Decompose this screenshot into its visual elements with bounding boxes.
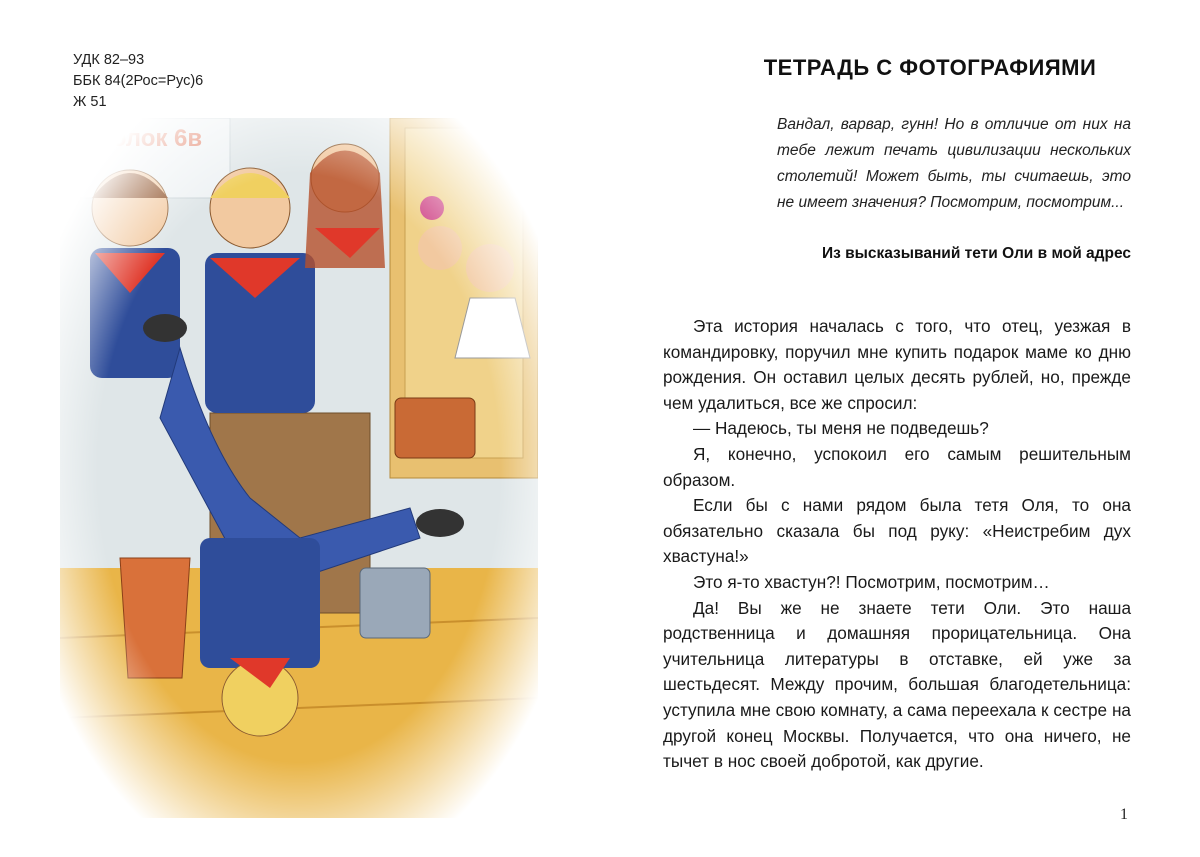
chapter-title: ТЕТРАДЬ С ФОТОГРАФИЯМИ <box>763 55 1097 80</box>
body-text <box>663 314 1131 775</box>
page-number: 1 <box>1120 806 1128 823</box>
epigraph: Вандал, варвар, гунн! Но в отличие от них на тебе лежит печать цивилизации нескольких столетий! Может быть, ты считаешь, это не имеет значения? Посмотрим, посмотрим... <box>777 116 1131 211</box>
paragraph: Да! Вы же не знаете тети Оли. Это наша родственница и домашняя прорицательница. Она учительница литературы в отставке, ей уже за шестьдесят. Между прочим, большая благодетельница: уступила мне свою комнату, а сама переехала к сестре на другой конец Москвы. Получается, что она ничего, не тычет в нос своей добротой, как другие. <box>663 597 1131 772</box>
bbk-code: ББК 84(2Рос=Рус)6 <box>73 73 204 89</box>
paragraph: Эта история началась с того, что отец, уезжая в командировку, поручил мне купить подарок маме ко дню рождения. Он оставил целых десять рублей, но, прежде чем удалиться, все же спросил: <box>663 316 1131 413</box>
paragraph: Я, конечно, успокоил его самым решительным образом. <box>663 443 1131 490</box>
right-page <box>600 0 1200 857</box>
paragraph: Это я-то хвастун?! Посмотрим, посмотрим… <box>693 571 1050 592</box>
illustration-schoolchildren <box>60 118 538 818</box>
udk-code: УДК 82–93 <box>73 52 145 68</box>
author-mark: Ж 51 <box>73 94 107 110</box>
paragraph: Если бы с нами рядом была тетя Оля, то она обязательно сказала бы под руку: «Неистребим дух хвастуна!» <box>663 495 1131 567</box>
catalog-block <box>73 50 203 113</box>
paragraph: — Надеюсь, ты меня не подведешь? <box>693 418 989 439</box>
epigraph-source: Из высказываний тети Оли в мой адрес <box>821 245 1131 262</box>
